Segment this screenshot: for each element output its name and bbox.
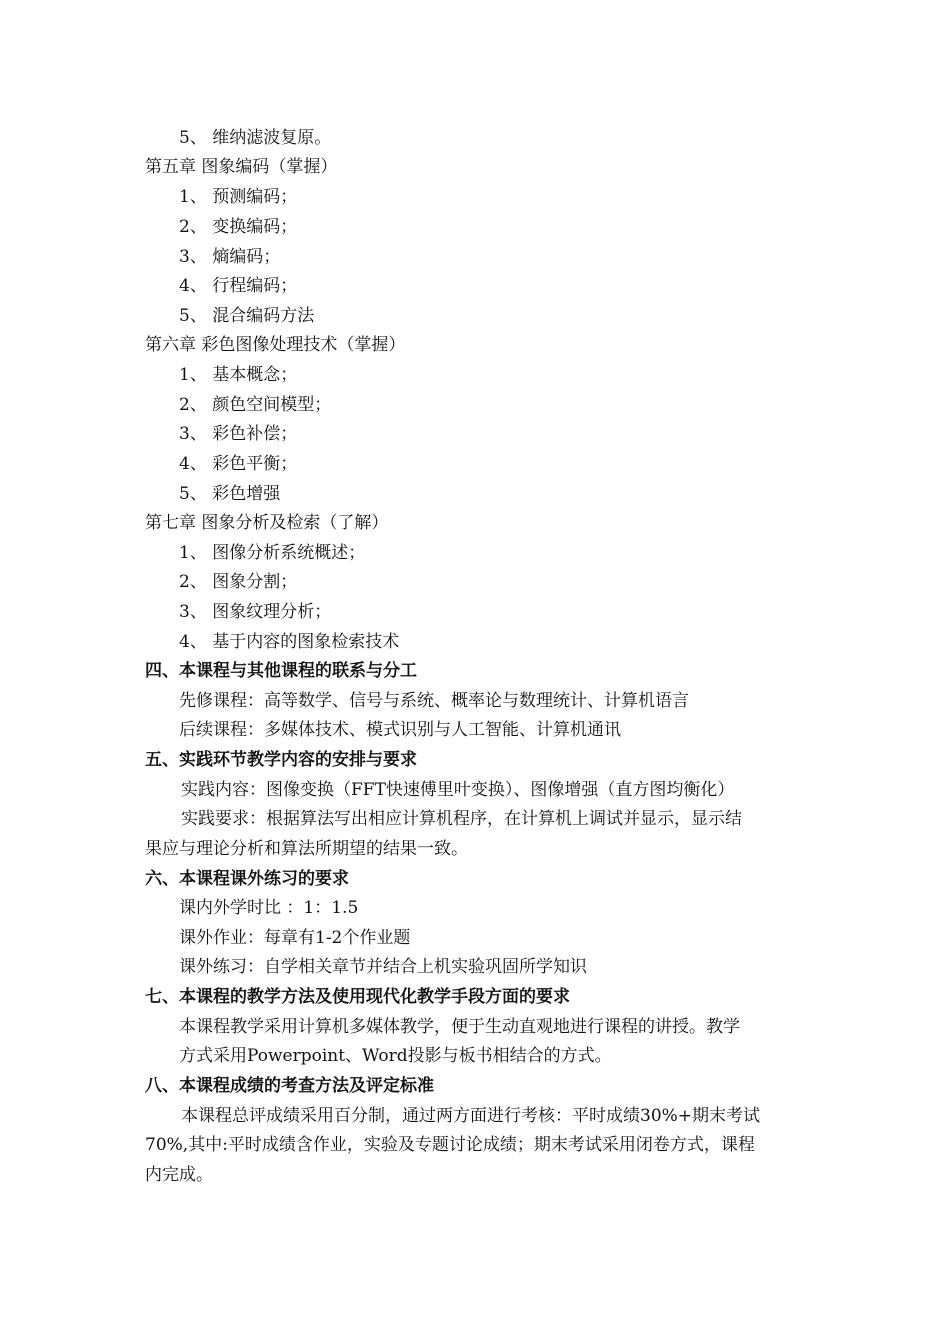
chapter5-item-5: 5、 混合编码方法 (179, 306, 315, 326)
chapter5-title: 第五章 图象编码（掌握） (145, 157, 338, 177)
prerequisite-courses: 先修课程：高等数学、信号与系统、概率论与数理统计、计算机语言 (179, 691, 689, 711)
chapter7-item-3: 3、 图象纹理分析； (179, 602, 332, 622)
homework-requirement: 课外作业：每章有1-2个作业题 (179, 928, 411, 948)
section4-heading: 四、本课程与其他课程的联系与分工 (145, 661, 417, 681)
teaching-method-line1: 本课程教学采用计算机多媒体教学，便于生动直观地进行课程的讲授。教学 (179, 1017, 740, 1037)
section7-heading: 七、本课程的教学方法及使用现代化教学手段方面的要求 (145, 987, 570, 1007)
chapter6-item-5: 5、 彩色增强 (179, 484, 281, 504)
follow-up-courses: 后续课程：多媒体技术、模式识别与人工智能、计算机通讯 (179, 720, 621, 740)
chapter5-item-2: 2、 变换编码； (179, 217, 298, 237)
chapter6-title: 第六章 彩色图像处理技术（掌握） (145, 335, 406, 355)
practice-requirement-line1: 实践要求：根据算法写出相应计算机程序，在计算机上调试并显示，显示结 (181, 809, 742, 829)
chapter6-item-2: 2、 颜色空间模型； (179, 395, 332, 415)
section6-heading: 六、本课程课外练习的要求 (145, 869, 349, 889)
chapter5-item-4: 4、 行程编码； (179, 276, 298, 296)
grading-line1: 本课程总评成绩采用百分制，通过两方面进行考核：平时成绩30%+期末考试 (181, 1106, 761, 1126)
chapter7-item-1: 1、 图像分析系统概述； (179, 543, 366, 563)
chapter6-item-1: 1、 基本概念； (179, 365, 298, 385)
practice-content: 实践内容：图像变换（FFT快速傅里叶变换）、图像增强（直方图均衡化） (181, 780, 735, 800)
section8-heading: 八、本课程成绩的考查方法及评定标准 (145, 1076, 434, 1096)
chapter7-title: 第七章 图象分析及检索（了解） (145, 513, 389, 533)
teaching-method-line2: 方式采用Powerpoint、Word投影与板书相结合的方式。 (179, 1046, 612, 1066)
chapter5-item-1: 1、 预测编码； (179, 187, 298, 207)
chapter5-item-3: 3、 熵编码； (179, 247, 281, 267)
chapter6-item-3: 3、 彩色补偿； (179, 424, 298, 444)
practice-requirement-line2: 果应与理论分析和算法所期望的结果一致。 (145, 839, 468, 859)
hours-ratio: 课内外学时比 ：1：1.5 (179, 898, 359, 918)
section5-heading: 五、实践环节教学内容的安排与要求 (145, 750, 417, 770)
self-practice-requirement: 课外练习：自学相关章节并结合上机实验巩固所学知识 (179, 957, 587, 977)
grading-line3: 内完成。 (145, 1165, 213, 1185)
chapter6-item-4: 4、 彩色平衡； (179, 454, 298, 474)
chapter7-item-2: 2、 图象分割； (179, 572, 298, 592)
grading-line2: 70%,其中:平时成绩含作业，实验及专题讨论成绩；期末考试采用闭卷方式，课程 (145, 1135, 755, 1155)
chapter4-item-5: 5、 维纳滤波复原。 (179, 128, 332, 148)
chapter7-item-4: 4、 基于内容的图象检索技术 (179, 632, 400, 652)
